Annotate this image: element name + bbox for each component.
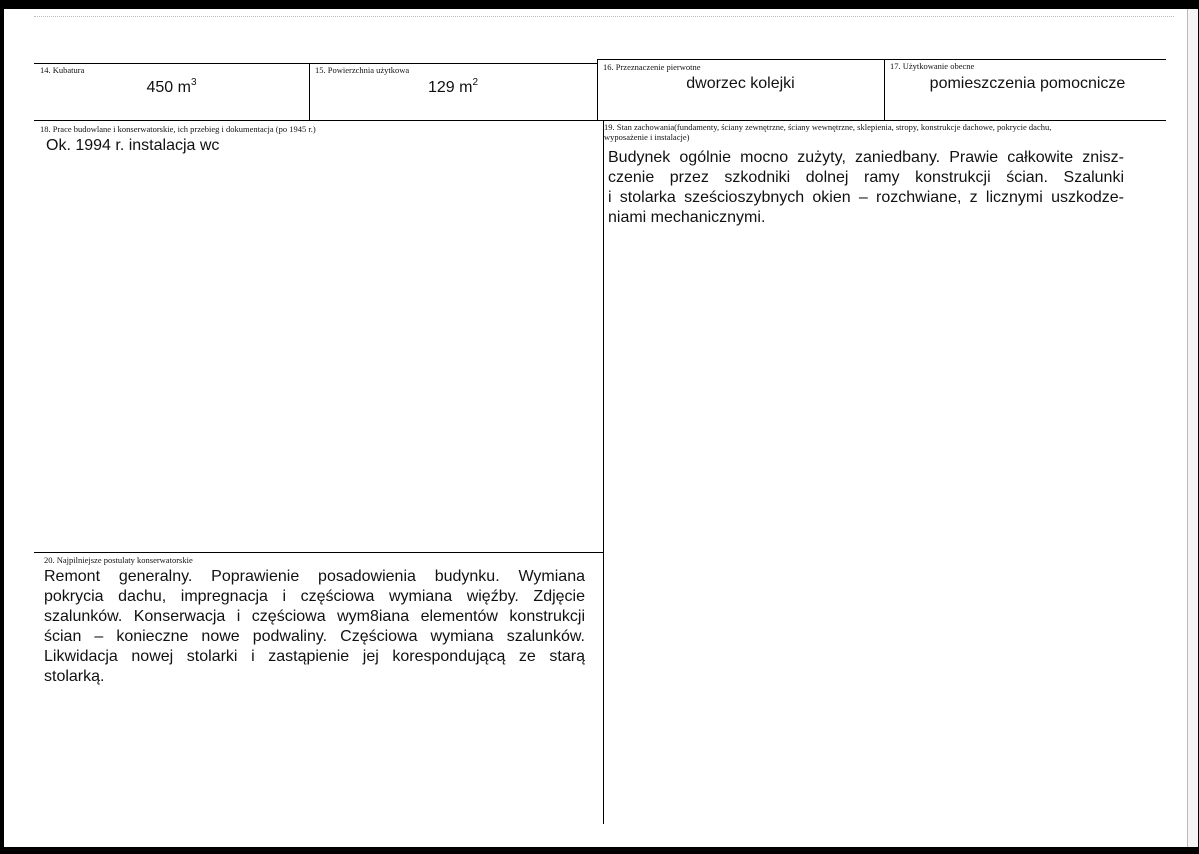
row1-top-rule-right bbox=[598, 59, 1166, 60]
field19-line-2: czenie przez szkodniki dolnej ramy konstrukcji ścian. Szalunki bbox=[608, 169, 1124, 186]
field20-line-3: szalunków. Konserwacja i częściowa wym8iana elementów konstrukcji bbox=[44, 608, 585, 625]
field19-line-4: niami mechanicznymi. bbox=[608, 209, 766, 226]
field17-value: pomieszczenia pomocnicze bbox=[929, 75, 1126, 92]
page-edge bbox=[1187, 9, 1198, 847]
field20-line-1: Remont generalny. Poprawienie posadowienia budynku. Wymiana bbox=[44, 568, 585, 585]
field19-line-1: Budynek ogólnie mocno zużyty, zaniedbany. Prawie całkowite znisz- bbox=[608, 149, 1124, 166]
field20-line-5: Likwidacja nowej stolarki i zastąpienie jej korespondującą ze starą bbox=[44, 648, 585, 665]
field18-label: 18. Prace budowlane i konserwatorskie, ich przebieg i dokumentacja (po 1945 r.) bbox=[40, 124, 316, 134]
field18-value: Ok. 1994 r. instalacja wc bbox=[46, 137, 220, 154]
field17-label: 17. Użytkowanie obecne bbox=[890, 61, 975, 71]
field20-line-2: pokrycia dachu, impregnacja i częściowa wymiana więźby. Zdjęcie bbox=[44, 588, 585, 605]
field15-value bbox=[309, 79, 597, 97]
field20-line-4: ścian – konieczne nowe podwaliny. Częściowa wymiana szalunków. bbox=[44, 628, 585, 645]
field16-label: 16. Przeznaczenie pierwotne bbox=[603, 62, 701, 72]
field15-unit-exponent: 2 bbox=[472, 77, 479, 88]
field20-value bbox=[44, 567, 585, 687]
field16-value: dworzec kolejki bbox=[686, 75, 795, 92]
divider-18-19 bbox=[603, 120, 604, 824]
field14-label: 14. Kubatura bbox=[40, 65, 85, 75]
field14-value-text: 450 m bbox=[146, 79, 191, 96]
field20-label: 20. Najpilniejsze postulaty konserwatorskie bbox=[44, 555, 193, 565]
field19-value bbox=[608, 148, 1124, 228]
field20-line-6: stolarką. bbox=[44, 668, 105, 685]
section20-top-rule bbox=[34, 552, 603, 553]
field19-label-line-2: wyposażenie i instalacje) bbox=[604, 132, 690, 142]
field15-label: 15. Powierzchnia użytkowa bbox=[315, 65, 410, 75]
field15-value-text: 129 m bbox=[427, 79, 473, 96]
field19-label-line-1: 19. Stan zachowania(fundamenty, ściany zewnętrzne, ściany wewnętrzne, sklepienia, stropy, konstrukcje dachowe, pokrycie dachu, bbox=[604, 122, 1052, 132]
field19-line-3: i stolarka sześcioszybnych okien – rozchwiane, z licznymi uszkodze- bbox=[608, 189, 1124, 206]
row1-bottom-rule bbox=[34, 120, 1166, 121]
top-dotted-rule bbox=[34, 16, 1174, 17]
field19-label bbox=[604, 122, 1164, 142]
row1-top-rule bbox=[34, 63, 598, 64]
field14-unit-exponent: 3 bbox=[190, 77, 197, 88]
field14-value bbox=[34, 79, 309, 97]
